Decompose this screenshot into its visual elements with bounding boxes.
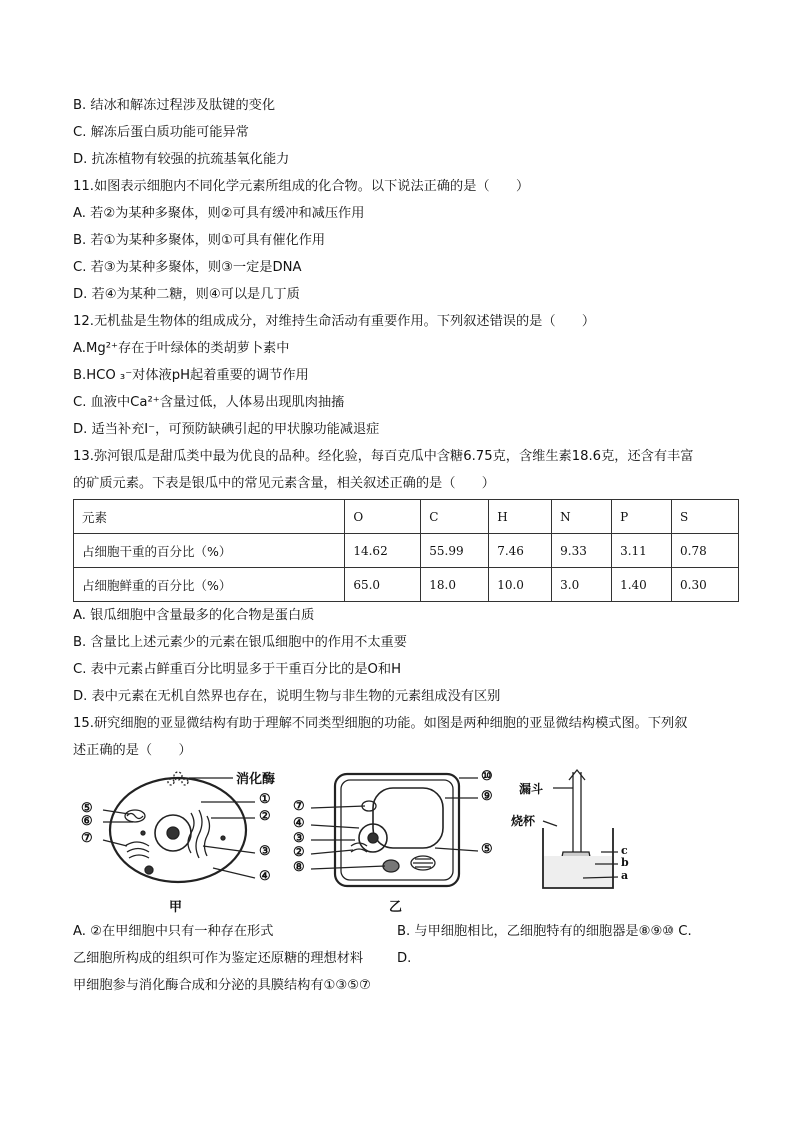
option-line: [73, 972, 733, 999]
table-cell: 1.40: [612, 568, 672, 602]
text-line: D. 抗冻植物有较强的抗巯基氧化能力: [73, 152, 290, 167]
question-11-stem: 11.如图表示细胞内不同化学元素所组成的化合物。以下说法正确的是（ ）: [73, 179, 530, 194]
label-digestive-enzyme: 消化酶: [236, 772, 276, 787]
label-number: ③: [293, 831, 305, 846]
label-cell-yi: 乙: [389, 900, 403, 915]
label-number: ②: [259, 809, 271, 824]
table-cell: 3.0: [552, 568, 612, 602]
question-15-stem: 15.研究细胞的亚显微结构有助于理解不同类型细胞的功能。如图是两种细胞的亚显微结构模式图。下列叙: [73, 716, 688, 731]
question-block-before-table: [73, 92, 733, 497]
table-cell: P: [612, 500, 672, 534]
label-number: ⑦: [81, 831, 93, 846]
table-cell: 10.0: [489, 568, 552, 602]
text-line: C. 解冻后蛋白质功能可能异常: [73, 125, 249, 140]
option-line: B. 若①为某种多聚体，则①可具有催化作用: [73, 233, 326, 248]
option-line: D. 适当补充I⁻，可预防缺碘引起的甲状腺功能减退症: [73, 422, 380, 437]
label-number: ⑩: [481, 769, 493, 784]
option-d-marker: D.: [397, 951, 412, 966]
option-line: C. 若③为某种多聚体，则③一定是DNA: [73, 260, 302, 275]
cell-structure-figure: [73, 768, 733, 918]
label-number: ⑨: [481, 789, 493, 804]
label-number: ⑥: [81, 814, 93, 829]
element-content-table: [73, 499, 739, 602]
option-b: B. 与甲细胞相比，乙细胞特有的细胞器是⑧⑨⑩ C.: [397, 924, 692, 939]
option-line: D. 表中元素在无机自然界也存在，说明生物与非生物的元素组成没有区别: [73, 689, 501, 704]
option-line: C. 血液中Ca²⁺含量过低，人体易出现肌肉抽搐: [73, 395, 345, 410]
question-block-after-table: [73, 602, 733, 764]
table-cell: 9.33: [552, 534, 612, 568]
table-cell: 65.0: [345, 568, 421, 602]
table-cell: 18.0: [421, 568, 489, 602]
label-letter: b: [621, 856, 629, 869]
option-line: [73, 945, 733, 972]
table-header-row: [74, 500, 739, 534]
option-line: A.Mg²⁺存在于叶绿体的类胡萝卜素中: [73, 341, 290, 356]
table-cell: 3.11: [612, 534, 672, 568]
option-line: C. 表中元素占鲜重百分比明显多于干重百分比的是O和H: [73, 662, 402, 677]
table-row: [74, 568, 739, 602]
vacuole-yi: [373, 788, 443, 848]
label-cell-jia: 甲: [169, 900, 183, 915]
table-cell: 0.78: [672, 534, 739, 568]
option-line: B. 含量比上述元素少的元素在银瓜细胞中的作用不太重要: [73, 635, 407, 650]
question-12-stem: 12.无机盐是生物体的组成成分，对维持生命活动有重要作用。下列叙述错误的是（ ）: [73, 314, 596, 329]
label-number: ⑤: [481, 842, 493, 857]
table-cell: 占细胞干重的百分比（%）: [74, 534, 345, 568]
option-line: D. 若④为某种二糖，则④可以是几丁质: [73, 287, 300, 302]
label-number: ①: [259, 792, 271, 807]
label-number: ④: [259, 869, 271, 884]
table-cell: 55.99: [421, 534, 489, 568]
option-line: [73, 918, 733, 945]
document-page: [73, 92, 733, 999]
option-line: B.HCO ₃⁻对体液pH起着重要的调节作用: [73, 368, 309, 383]
option-line: A. 若②为某种多聚体，则②可具有缓冲和减压作用: [73, 206, 365, 221]
label-letter: c: [621, 844, 628, 857]
table-cell: 7.46: [489, 534, 552, 568]
table-cell: 占细胞鲜重的百分比（%）: [74, 568, 345, 602]
label-number: ③: [259, 844, 271, 859]
label-number: ⑤: [81, 801, 93, 816]
label-beaker: 烧杯: [511, 814, 536, 828]
label-funnel: 漏斗: [519, 782, 544, 796]
funnel-tube: [573, 772, 581, 852]
table-cell: C: [421, 500, 489, 534]
table-cell: H: [489, 500, 552, 534]
question-13-stem: 13.弥河银瓜是甜瓜类中最为优良的品种。经化验，每百克瓜中含糖6.75克，含维生素18.6克，还含有丰富: [73, 449, 694, 464]
question-13-stem-cont: 的矿质元素。下表是银瓜中的常见元素含量，相关叙述正确的是（ ）: [73, 476, 495, 491]
label-letter: a: [621, 869, 629, 882]
question-15-options: [73, 918, 733, 999]
option-a: A. ②在甲细胞中只有一种存在形式: [73, 924, 274, 939]
label-number: ⑧: [293, 860, 305, 875]
option-line: A. 银瓜细胞中含量最多的化合物是蛋白质: [73, 608, 315, 623]
option-c: 乙细胞所构成的组织可作为鉴定还原糖的理想材料: [73, 951, 364, 966]
table-cell: 14.62: [345, 534, 421, 568]
question-15-stem-cont: 述正确的是（ ）: [73, 743, 192, 758]
table-cell: N: [552, 500, 612, 534]
table-row: [74, 534, 739, 568]
table-cell: 0.30: [672, 568, 739, 602]
table-cell: S: [672, 500, 739, 534]
label-number: ④: [293, 816, 305, 831]
label-number: ⑦: [293, 799, 305, 814]
table-cell: O: [345, 500, 421, 534]
option-d: 甲细胞参与消化酶合成和分泌的具膜结构有①③⑤⑦: [73, 978, 371, 993]
table-cell: 元素: [74, 500, 345, 534]
text-line: B. 结冰和解冻过程涉及肽键的变化: [73, 98, 276, 113]
label-number: ②: [293, 845, 305, 860]
golgi-jia: [125, 842, 149, 858]
